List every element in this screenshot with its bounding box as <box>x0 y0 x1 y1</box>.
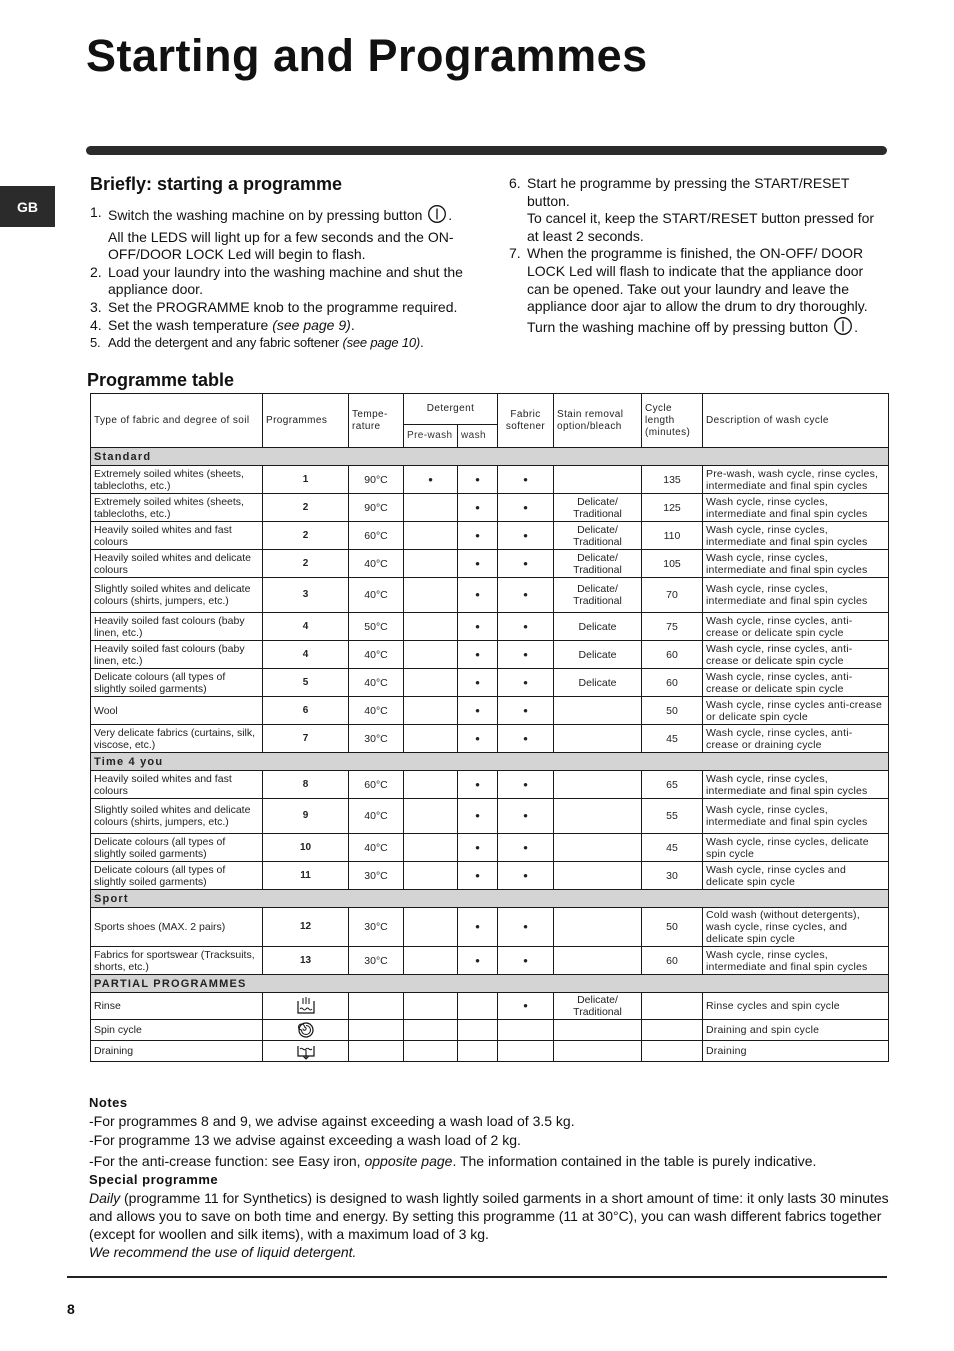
cycle-length-cell: 55 <box>642 799 703 834</box>
wash-cell: • <box>458 799 498 834</box>
steps-left-list <box>90 204 464 352</box>
fabric-cell: Slightly soiled whites and delicate colours (shirts, jumpers, etc.) <box>91 799 263 834</box>
description-cell: Wash cycle, rinse cycles, intermediate and final spin cycles <box>703 578 889 613</box>
prewash-cell <box>404 725 458 753</box>
power-button-icon <box>427 204 447 229</box>
programme-number-cell: 9 <box>263 799 349 834</box>
prewash-cell: • <box>404 466 458 494</box>
description-cell: Wash cycle, rinse cycles, anti-crease or delicate spin cycle <box>703 613 889 641</box>
stain-removal-cell <box>554 725 642 753</box>
prewash-cell <box>404 641 458 669</box>
table-header <box>91 394 889 448</box>
prewash-cell <box>404 494 458 522</box>
softener-cell: • <box>498 494 554 522</box>
step-text: Add the detergent and any fabric softener <box>108 335 343 351</box>
step-number: 4. <box>90 316 102 333</box>
table-row <box>91 641 889 669</box>
programme-number-cell: 7 <box>263 725 349 753</box>
programme-number-cell: 2 <box>263 550 349 578</box>
page-reference: (see page 10) <box>342 335 421 351</box>
table-row <box>91 1020 889 1041</box>
fabric-cell: Delicate colours (all types of slightly soiled garments) <box>91 862 263 890</box>
step-text: . <box>854 318 858 335</box>
section-row <box>91 753 889 771</box>
table-row <box>91 494 889 522</box>
wash-cell: • <box>458 522 498 550</box>
wash-cell: • <box>458 725 498 753</box>
stain-removal-cell: Delicate <box>554 641 642 669</box>
notes-heading: Notes <box>89 1095 128 1110</box>
prewash-cell <box>404 1020 458 1041</box>
step-3 <box>90 299 464 317</box>
description-cell: Cold wash (without detergents), wash cycle, rinse cycles, and delicate spin cycle <box>703 908 889 947</box>
temperature-cell: 40°C <box>349 578 404 613</box>
fabric-cell: Heavily soiled fast colours (baby linen, etc.) <box>91 641 263 669</box>
programme-number-cell: 13 <box>263 947 349 975</box>
section-row <box>91 890 889 908</box>
description-cell: Rinse cycles and spin cycle <box>703 993 889 1020</box>
cycle-length-cell: 30 <box>642 862 703 890</box>
wash-cell: • <box>458 613 498 641</box>
description-cell: Wash cycle, rinse cycles and delicate spin cycle <box>703 862 889 890</box>
cycle-length-cell <box>642 993 703 1020</box>
wash-cell: • <box>458 908 498 947</box>
temperature-cell: 30°C <box>349 908 404 947</box>
softener-cell <box>498 1020 554 1041</box>
wash-cell <box>458 1020 498 1041</box>
drain-icon <box>263 1041 349 1062</box>
prewash-cell <box>404 522 458 550</box>
special-programme-heading: Special programme <box>89 1172 219 1187</box>
fabric-cell: Sports shoes (MAX. 2 pairs) <box>91 908 263 947</box>
stain-removal-cell <box>554 697 642 725</box>
programme-number-cell: 4 <box>263 613 349 641</box>
prewash-cell <box>404 669 458 697</box>
step-6 <box>509 175 883 245</box>
wash-cell: • <box>458 494 498 522</box>
stain-removal-cell: Delicate <box>554 669 642 697</box>
softener-cell: • <box>498 466 554 494</box>
note-text: . The information contained in the table is purely indicative. <box>452 1153 817 1169</box>
temperature-cell <box>349 993 404 1020</box>
briefly-heading: Briefly: starting a programme <box>90 174 343 194</box>
softener-cell: • <box>498 908 554 947</box>
temperature-cell: 30°C <box>349 862 404 890</box>
temperature-cell: 40°C <box>349 669 404 697</box>
temperature-cell: 50°C <box>349 613 404 641</box>
fabric-cell: Heavily soiled fast colours (baby linen, etc.) <box>91 613 263 641</box>
softener-cell: • <box>498 697 554 725</box>
stain-removal-cell <box>554 1041 642 1062</box>
header-wash: wash <box>458 425 498 448</box>
softener-cell: • <box>498 834 554 862</box>
programme-name: Daily <box>89 1190 121 1206</box>
fabric-cell: Slightly soiled whites and delicate colours (shirts, jumpers, etc.) <box>91 578 263 613</box>
softener-cell: • <box>498 550 554 578</box>
table-row <box>91 522 889 550</box>
note-reference: opposite page <box>364 1153 453 1169</box>
description-cell: Wash cycle, rinse cycles, delicate spin cycle <box>703 834 889 862</box>
softener-cell <box>498 1041 554 1062</box>
table-row <box>91 993 889 1020</box>
programme-number-cell: 10 <box>263 834 349 862</box>
step-number: 6. <box>509 175 521 191</box>
wash-cell: • <box>458 466 498 494</box>
section-row <box>91 448 889 466</box>
stain-removal-cell: Delicate/ Traditional <box>554 522 642 550</box>
stain-removal-cell <box>554 908 642 947</box>
temperature-cell: 90°C <box>349 494 404 522</box>
prewash-cell <box>404 862 458 890</box>
step-text: Set the wash temperature <box>108 316 273 333</box>
fabric-cell: Heavily soiled whites and fast colours <box>91 771 263 799</box>
description-cell: Wash cycle, rinse cycles, intermediate and final spin cycles <box>703 522 889 550</box>
stain-removal-cell: Delicate/ Traditional <box>554 550 642 578</box>
temperature-cell: 40°C <box>349 834 404 862</box>
programme-number-cell: 5 <box>263 669 349 697</box>
programme-number-cell: 6 <box>263 697 349 725</box>
prewash-cell <box>404 613 458 641</box>
softener-cell: • <box>498 947 554 975</box>
step-text: Set the PROGRAMME knob to the programme required. <box>108 298 458 315</box>
section-label: Standard <box>91 448 889 466</box>
stain-removal-cell: Delicate/ Traditional <box>554 578 642 613</box>
page-number: 8 <box>67 1301 75 1317</box>
header-prewash: Pre-wash <box>404 425 458 448</box>
fabric-cell: Very delicate fabrics (curtains, silk, viscose, etc.) <box>91 725 263 753</box>
table-body <box>91 448 889 1062</box>
wash-cell: • <box>458 947 498 975</box>
fabric-cell: Rinse <box>91 993 263 1020</box>
header-cycle-length: Cycle length (minutes) <box>642 394 703 448</box>
table-row <box>91 725 889 753</box>
wash-cell <box>458 1041 498 1062</box>
page-title: Starting and Programmes <box>86 30 648 81</box>
prewash-cell <box>404 771 458 799</box>
softener-cell: • <box>498 799 554 834</box>
cycle-length-cell: 75 <box>642 613 703 641</box>
header-temperature: Tempe-rature <box>349 394 404 448</box>
step-text: . <box>420 335 424 351</box>
cycle-length-cell: 50 <box>642 908 703 947</box>
temperature-cell: 40°C <box>349 550 404 578</box>
temperature-cell <box>349 1041 404 1062</box>
prewash-cell <box>404 578 458 613</box>
wash-cell: • <box>458 834 498 862</box>
stain-removal-cell: Delicate <box>554 613 642 641</box>
table-row <box>91 862 889 890</box>
section-label: Sport <box>91 890 889 908</box>
header-description: Description of wash cycle <box>703 394 889 448</box>
description-cell: Wash cycle, rinse cycles, anti-crease or draining cycle <box>703 725 889 753</box>
cycle-length-cell: 135 <box>642 466 703 494</box>
step-number: 2. <box>90 263 102 280</box>
special-programme-recommendation <box>89 1243 889 1261</box>
step-4 <box>90 317 464 335</box>
softener-cell: • <box>498 862 554 890</box>
description-cell: Draining <box>703 1041 889 1062</box>
prewash-cell <box>404 799 458 834</box>
stain-removal-cell <box>554 1020 642 1041</box>
softener-cell: • <box>498 669 554 697</box>
special-text: (programme 11 for Synthetics) is designed to wash lightly soiled garments in a short amount of time: it only lasts 30 minutes and allows you to save on both time and energy. By setting this programme (11 at 30°C), you can wash different fabrics together (except for woollen and silk items), with a maximum load of 3 kg. <box>89 1190 889 1242</box>
step-number: 7. <box>509 245 521 262</box>
step-1 <box>90 204 464 264</box>
wash-cell <box>458 993 498 1020</box>
cycle-length-cell: 45 <box>642 725 703 753</box>
page-reference: (see page 9) <box>272 316 351 333</box>
programme-number-cell: 11 <box>263 862 349 890</box>
table-row <box>91 908 889 947</box>
cycle-length-cell <box>642 1041 703 1062</box>
table-row <box>91 669 889 697</box>
cycle-length-cell: 45 <box>642 834 703 862</box>
fabric-cell: Delicate colours (all types of slightly soiled garments) <box>91 834 263 862</box>
prewash-cell <box>404 550 458 578</box>
temperature-cell: 90°C <box>349 466 404 494</box>
table-row <box>91 578 889 613</box>
programme-number-cell: 12 <box>263 908 349 947</box>
cycle-length-cell: 110 <box>642 522 703 550</box>
power-button-icon <box>833 316 853 341</box>
fabric-cell: Fabrics for sportswear (Tracksuits, shorts, etc.) <box>91 947 263 975</box>
wash-cell: • <box>458 771 498 799</box>
softener-cell: • <box>498 522 554 550</box>
steps-right-list <box>509 175 883 340</box>
stain-removal-cell <box>554 947 642 975</box>
softener-cell: • <box>498 613 554 641</box>
fabric-cell: Extremely soiled whites (sheets, tablecloths, etc.) <box>91 494 263 522</box>
stain-removal-cell: Delicate/ Traditional <box>554 494 642 522</box>
wash-cell: • <box>458 697 498 725</box>
cycle-length-cell <box>642 1020 703 1041</box>
description-cell: Wash cycle, rinse cycles, intermediate and final spin cycles <box>703 550 889 578</box>
programme-number-cell: 1 <box>263 466 349 494</box>
step-text: To cancel it, keep the START/RESET button pressed for at least 2 seconds. <box>527 210 875 244</box>
description-cell: Pre-wash, wash cycle, rinse cycles, intermediate and final spin cycles <box>703 466 889 494</box>
cycle-length-cell: 50 <box>642 697 703 725</box>
wash-cell: • <box>458 550 498 578</box>
table-row <box>91 613 889 641</box>
recommendation-text: We recommend the use of liquid detergent. <box>89 1244 357 1260</box>
temperature-cell: 60°C <box>349 771 404 799</box>
description-cell: Wash cycle, rinse cycles, anti-crease or delicate spin cycle <box>703 641 889 669</box>
fabric-cell: Spin cycle <box>91 1020 263 1041</box>
softener-cell: • <box>498 993 554 1020</box>
fabric-cell: Wool <box>91 697 263 725</box>
note-line <box>89 1152 889 1171</box>
step-text: Switch the washing machine on by pressing button <box>108 207 423 223</box>
header-programmes: Programmes <box>263 394 349 448</box>
fabric-cell: Heavily soiled whites and delicate colours <box>91 550 263 578</box>
softener-cell: • <box>498 641 554 669</box>
spin-icon <box>263 1020 349 1041</box>
temperature-cell: 30°C <box>349 947 404 975</box>
notes-section <box>89 1093 889 1171</box>
fabric-cell: Draining <box>91 1041 263 1062</box>
softener-cell: • <box>498 578 554 613</box>
cycle-length-cell: 60 <box>642 669 703 697</box>
programme-number-cell: 2 <box>263 522 349 550</box>
softener-cell: • <box>498 725 554 753</box>
programme-number-cell: 8 <box>263 771 349 799</box>
prewash-cell <box>404 947 458 975</box>
stain-removal-cell: Delicate/ Traditional <box>554 993 642 1020</box>
cycle-length-cell: 105 <box>642 550 703 578</box>
step-number: 3. <box>90 298 102 315</box>
header-stain-removal: Stain removal option/bleach <box>554 394 642 448</box>
step-2 <box>90 264 464 299</box>
step-text: . <box>350 316 355 333</box>
cycle-length-cell: 125 <box>642 494 703 522</box>
temperature-cell: 40°C <box>349 697 404 725</box>
table-row <box>91 697 889 725</box>
step-text: Start he programme by pressing the START/RESET button. <box>527 175 850 209</box>
section-row <box>91 975 889 993</box>
header-detergent: Detergent <box>404 394 498 425</box>
step-text: Load your laundry into the washing machine and shut the appliance door. <box>108 263 463 298</box>
footer-rule <box>67 1276 887 1278</box>
special-programme-body <box>89 1189 889 1243</box>
softener-cell: • <box>498 771 554 799</box>
step-number: 5. <box>90 335 101 351</box>
table-row <box>91 1041 889 1062</box>
temperature-cell: 40°C <box>349 799 404 834</box>
table-row <box>91 550 889 578</box>
prewash-cell <box>404 1041 458 1062</box>
fabric-cell: Heavily soiled whites and fast colours <box>91 522 263 550</box>
step-text: When the programme is finished, the ON-OFF/ DOOR LOCK Led will flash to indicate that the appliance door can be opened. Take out your laundry and leave the appliance door ajar to allow the drum to dry thoroughly. Turn the washing machine off by pressing button <box>527 245 868 335</box>
header-fabric: Type of fabric and degree of soil <box>91 394 263 448</box>
rinse-icon <box>263 993 349 1020</box>
note-line: -For programmes 8 and 9, we advise against exceeding a wash load of 3.5 kg. <box>89 1113 575 1129</box>
prewash-cell <box>404 834 458 862</box>
programme-table-heading: Programme table <box>87 370 235 390</box>
description-cell: Wash cycle, rinse cycles, intermediate and final spin cycles <box>703 799 889 834</box>
fabric-cell: Delicate colours (all types of slightly soiled garments) <box>91 669 263 697</box>
cycle-length-cell: 65 <box>642 771 703 799</box>
programme-number-cell: 4 <box>263 641 349 669</box>
programme-number-cell: 2 <box>263 494 349 522</box>
temperature-cell: 40°C <box>349 641 404 669</box>
cycle-length-cell: 60 <box>642 641 703 669</box>
table-row <box>91 834 889 862</box>
step-text: . All the LEDS will light up for a few seconds and the ON-OFF/DOOR LOCK Led will begin to flash. <box>108 207 454 263</box>
wash-cell: • <box>458 669 498 697</box>
table-row <box>91 947 889 975</box>
fabric-cell: Extremely soiled whites (sheets, tablecloths, etc.) <box>91 466 263 494</box>
stain-removal-cell <box>554 799 642 834</box>
prewash-cell <box>404 697 458 725</box>
note-text: -For the anti-crease function: see Easy iron, <box>89 1153 365 1169</box>
programme-number-cell: 3 <box>263 578 349 613</box>
step-5 <box>90 334 464 352</box>
stain-removal-cell <box>554 466 642 494</box>
section-label: PARTIAL PROGRAMMES <box>91 975 889 993</box>
header-softener: Fabric softener <box>498 394 554 448</box>
note-line: -For programme 13 we advise against exceeding a wash load of 2 kg. <box>89 1132 521 1148</box>
description-cell: Wash cycle, rinse cycles, intermediate and final spin cycles <box>703 494 889 522</box>
wash-cell: • <box>458 578 498 613</box>
table-row <box>91 771 889 799</box>
title-rule <box>86 146 887 155</box>
stain-removal-cell <box>554 862 642 890</box>
programme-table <box>90 393 889 1062</box>
step-number: 1. <box>90 204 102 220</box>
temperature-cell: 30°C <box>349 725 404 753</box>
prewash-cell <box>404 993 458 1020</box>
description-cell: Wash cycle, rinse cycles, intermediate and final spin cycles <box>703 947 889 975</box>
special-programme-section <box>89 1171 889 1261</box>
description-cell: Wash cycle, rinse cycles, anti-crease or delicate spin cycle <box>703 669 889 697</box>
cycle-length-cell: 60 <box>642 947 703 975</box>
cycle-length-cell: 70 <box>642 578 703 613</box>
prewash-cell <box>404 908 458 947</box>
stain-removal-cell <box>554 834 642 862</box>
section-label: Time 4 you <box>91 753 889 771</box>
table-row <box>91 799 889 834</box>
stain-removal-cell <box>554 771 642 799</box>
description-cell: Wash cycle, rinse cycles, intermediate and final spin cycles <box>703 771 889 799</box>
description-cell: Wash cycle, rinse cycles anti-crease or delicate spin cycle <box>703 697 889 725</box>
wash-cell: • <box>458 862 498 890</box>
temperature-cell <box>349 1020 404 1041</box>
step-7 <box>509 245 883 340</box>
table-row <box>91 466 889 494</box>
temperature-cell: 60°C <box>349 522 404 550</box>
language-tab: GB <box>0 186 55 227</box>
description-cell: Draining and spin cycle <box>703 1020 889 1041</box>
wash-cell: • <box>458 641 498 669</box>
